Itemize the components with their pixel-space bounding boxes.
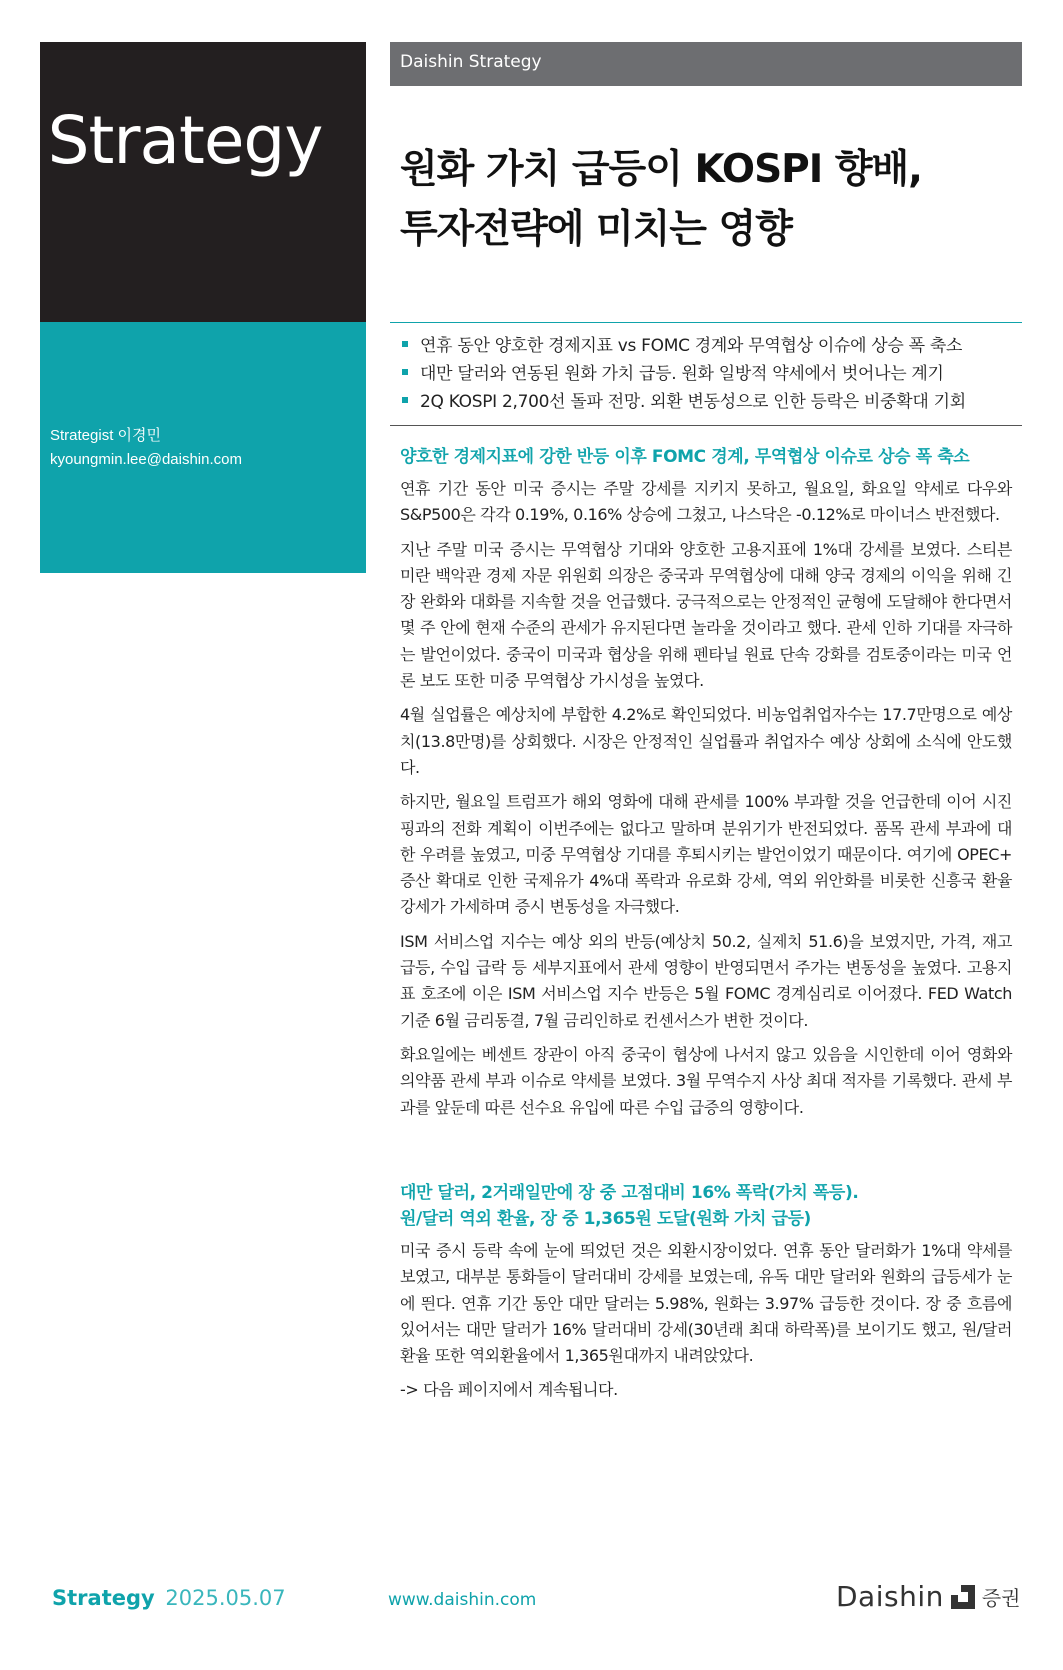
key-points-box	[390, 322, 1022, 426]
logo-suffix: 증권	[981, 1586, 1021, 1610]
section-heading: 원/달러 역외 환율, 장 중 1,365원 도달(원화 가치 급등)	[400, 1209, 811, 1229]
body-paragraph: ISM 서비스업 지수는 예상 외의 반등(예상치 50.2, 실제치 51.6)을 보였지만, 가격, 재고 급등, 수입 급락 등 세부지표에서 관세 영향이 반영되면서 주가는 변동성을 높였다. 고용지표 호조에 이은 ISM 서비스업 지수 반등은 5월 FOMC 경계심리로 이어졌다. FED Watch 기준 6월 금리동결, 7월 금리인하로 컨센서스가 변한 것이다.	[400, 931, 1012, 1030]
report-title-line-2: 투자전략에 미치는 영향	[400, 207, 792, 252]
body-paragraph: 하지만, 월요일 트럼프가 해외 영화에 대해 관세를 100% 부과할 것을 언급한데 이어 시진핑과의 전화 계획이 이번주에는 없다고 말하며 분위기가 반전되었다. 품목 관세 부과에 대한 우려를 높였고, 미중 무역협상 기대를 후퇴시키는 발언이었기 때문이다. 여기에 OPEC+ 증산 확대로 인한 국제유가 4%대 폭락과 유로화 강세, 역외 위안화를 비롯한 신흥국 환율 강세가 가세하며 증시 변동성을 자극했다.	[400, 792, 1012, 917]
body-paragraph: 4월 실업률은 예상치에 부합한 4.2%로 확인되었다. 비농업취업자수는 17.7만명으로 예상치(13.8만명)를 상회했다. 시장은 안정적인 실업률과 취업자수 예상 상회에 소식에 안도했다.	[400, 705, 1012, 777]
section-heading: 양호한 경제지표에 강한 반등 이후 FOMC 경계, 무역협상 이슈로 상승 폭 축소	[400, 447, 970, 467]
series-title: Daishin Strategy	[400, 52, 542, 72]
section-market-recap	[400, 444, 1012, 1129]
footer-url-link[interactable]: www.daishin.com	[388, 1590, 537, 1610]
key-point: 연휴 동안 양호한 경제지표 vs FOMC 경계와 무역협상 이슈에 상승 폭 축소	[400, 332, 1022, 360]
section-heading: 대만 달러, 2거래일만에 장 중 고점대비 16% 폭락(가치 폭등).	[400, 1183, 859, 1203]
author-info	[50, 424, 242, 472]
footer-report-label	[52, 1586, 286, 1610]
footer-label: Strategy	[52, 1586, 155, 1610]
report-title-line-1: 원화 가치 급등이 KOSPI 향배,	[400, 147, 922, 192]
author-email[interactable]: kyoungmin.lee@daishin.com	[50, 451, 242, 468]
report-title	[400, 140, 1020, 260]
daishin-logo-icon	[950, 1584, 976, 1610]
square-bullet-icon	[402, 397, 408, 403]
body-paragraph: 연휴 기간 동안 미국 증시는 주말 강세를 지키지 못하고, 월요일, 화요일 약세로 다우와 S&P500은 각각 0.19%, 0.16% 상승에 그쳤고, 나스닥은 -0.12%로 마이너스 반전했다.	[400, 479, 1012, 525]
body-paragraph: 지난 주말 미국 증시는 무역협상 기대와 양호한 고용지표에 1%대 강세를 보였다. 스티븐 미란 백악관 경제 자문 위원회 의장은 중국과 무역협상에 대해 양국 경제의 이익을 위해 긴장 완화와 대화를 지속할 것을 언급했다. 궁극적으로는 안정적인 균형에 도달해야 한다면서 몇 주 안에 현재 수준의 관세가 유지된다면 놀라울 것이라고 했다. 관세 인하 기대를 자극하는 발언이었다. 중국이 미국과 협상을 위해 펜타닐 원료 단속 강화를 검토중이라는 미국 언론 보도 또한 미중 무역협상 가시성을 높였다.	[400, 539, 1012, 691]
key-points-list	[390, 323, 1022, 416]
section-fx-market	[400, 1180, 1012, 1403]
footer-date: 2025.05.07	[165, 1586, 286, 1610]
body-paragraph: 미국 증시 등락 속에 눈에 띄었던 것은 외환시장이었다. 연휴 동안 달러화가 1%대 약세를 보였고, 대부분 통화들이 달러대비 강세를 보였는데, 유독 대만 달러와 원화의 급등세가 눈에 띈다. 연휴 기간 동안 대만 달러는 5.98%, 원화는 3.97% 급등한 것이다. 장 중 흐름에 있어서는 대만 달러가 16% 달러대비 강세(30년래 최대 하락폭)를 보이기도 했고, 원/달러 환율 또한 역외환율에서 1,365원대까지 내려앉았다.	[400, 1241, 1012, 1366]
brand-title: Strategy	[47, 102, 323, 179]
strategist-name: Strategist 이경민	[50, 427, 161, 444]
brand-panel	[40, 42, 366, 322]
square-bullet-icon	[402, 369, 408, 375]
key-point: 2Q KOSPI 2,700선 돌파 전망. 외환 변동성으로 인한 등락은 비중확대 기회	[400, 388, 1022, 416]
key-point: 대만 달러와 연동된 원화 가치 급등. 원화 일방적 약세에서 벗어나는 계기	[400, 360, 1022, 388]
square-bullet-icon	[402, 341, 408, 347]
logo-wordmark: Daishin	[836, 1580, 944, 1613]
company-logo	[836, 1580, 1021, 1613]
body-paragraph: 화요일에는 베센트 장관이 아직 중국이 협상에 나서지 않고 있음을 시인한데 이어 영화와 의약품 관세 부과 이슈로 약세를 보였다. 3월 무역수지 사상 최대 적자를 기록했다. 관세 부과를 앞둔데 따른 선수요 유입에 따른 수입 급증의 영향이다.	[400, 1044, 1012, 1117]
continued-note: -> 다음 페이지에서 계속됩니다.	[400, 1380, 618, 1400]
